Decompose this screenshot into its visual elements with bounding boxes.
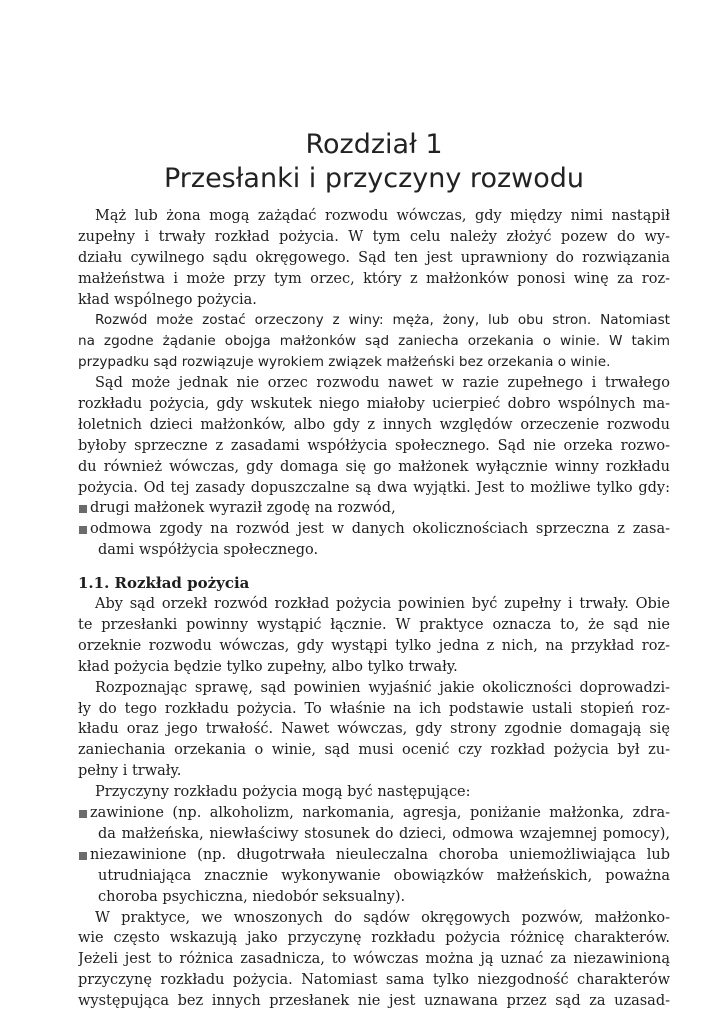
section-paragraph-2 (78, 678, 670, 782)
text-line: Sąd może jednak nie orzec rozwodu nawet w razie zupełnego i trwałego (95, 375, 670, 392)
text-line: łoletnich dzieci małżonków, albo gdy z innych względów orzeczenie rozwodu (78, 416, 670, 433)
text-line: byłoby sprzeczne z zasadami współżycia społecznego. Sąd nie orzeka rozwo- (78, 437, 670, 454)
intro-paragraph (78, 206, 670, 310)
text-line: du również wówczas, gdy domaga się go małżonek wyłącznie winny rozkładu (78, 458, 670, 475)
text-line: występująca bez innych przesłanek nie jest uznawana przez sąd za uzasad- (78, 993, 670, 1010)
text-line: na zgodne żądanie obojga małżonków sąd zaniecha orzekania o winie. W takim (78, 333, 670, 350)
exception-list (78, 498, 670, 561)
text-line: zaniechania orzekania o winie, sąd musi ocenić czy rozkład pożycia był zu- (78, 742, 670, 759)
text-line: kład wspólnego pożycia. (78, 291, 257, 308)
section-title: 1.1. Rozkład pożycia (78, 574, 250, 593)
text-line: Rozpoznając sprawę, sąd powinien wyjaśnić jakie okoliczności doprowadzi- (95, 679, 670, 696)
text-line: kład pożycia będzie tylko zupełny, albo tylko trwały. (78, 658, 458, 675)
list-item: drugi małżonek wyraził zgodę na rozwód, (78, 498, 670, 519)
text-line: wie często wskazują jako przyczynę rozkładu pożycia różnicę charakterów. (78, 930, 670, 947)
text-line: kładu oraz jego trwałość. Nawet wówczas, gdy strony zgodnie domagają się (78, 721, 670, 738)
exception-paragraph (78, 373, 670, 498)
text-line: rozkładu pożycia, gdy wskutek niego miałoby ucierpieć dobro wspólnych ma- (78, 396, 670, 413)
text-line: małżeństwa i może przy tym orzec, który z małżonków ponosi winę za roz- (78, 270, 670, 287)
square-bullet-icon (79, 810, 87, 818)
chapter-number: Rozdział 1 (305, 129, 443, 160)
text-line: Aby sąd orzekł rozwód rozkład pożycia powinien być zupełny i trwały. Obie (95, 596, 670, 613)
causes-intro: Przyczyny rozkładu pożycia mogą być następujące: (95, 784, 471, 801)
text-line: Mąż lub żona mogą zażądać rozwodu wówczas, gdy między nimi nastąpił (95, 208, 670, 224)
text-line: pożycia. Od tej zasady dopuszczalne są dwa wyjątki. Jest to możliwe tylko gdy: (78, 479, 670, 496)
list-item: zawinione (np. alkoholizm, narkomania, agresja, poniżanie małżonka, zdra- (78, 803, 670, 824)
square-bullet-icon (79, 526, 87, 534)
list-item-continuation: choroba psychiczna, niedobór seksualny). (98, 888, 406, 905)
text-line: pełny i trwały. (78, 763, 182, 780)
text-line: W praktyce, we wnoszonych do sądów okręgowych pozwów, małżonko- (95, 909, 670, 926)
text-line: zupełny i trwały rozkład pożycia. W tym celu należy złożyć pozew do wy- (78, 228, 670, 245)
chapter-heading (78, 128, 670, 196)
text-line: przyczynę rozkładu pożycia. Natomiast sama tylko niezgodność charakterów (78, 972, 670, 989)
fault-paragraph (78, 310, 670, 373)
square-bullet-icon (79, 852, 87, 860)
list-item-continuation: dami współżycia społecznego. (98, 542, 319, 559)
list-item: niezawinione (np. długotrwała nieuleczalna choroba uniemożliwiająca lub (78, 845, 670, 866)
text-line: ły do tego rozkładu pożycia. To właśnie na ich podstawie ustali stopień roz- (78, 700, 670, 717)
text-line: działu cywilnego sądu okręgowego. Sąd ten jest uprawniony do rozwiązania (78, 249, 670, 266)
square-bullet-icon (79, 505, 87, 513)
page-content (78, 128, 670, 1012)
section-paragraph-1 (78, 594, 670, 678)
chapter-title: Przesłanki i przyczyny rozwodu (163, 163, 584, 194)
section-paragraph-3 (78, 908, 670, 1012)
text-line: orzeknie rozwodu wówczas, gdy wystąpi tylko jedna z nich, na przykład roz- (78, 637, 670, 654)
text-line: przypadku sąd rozwiązuje wyrokiem związek małżeński bez orzekania o winie. (78, 354, 611, 371)
text-line: te przesłanki powinny wystąpić łącznie. W praktyce oznacza to, że sąd nie (78, 617, 670, 634)
causes-list (78, 803, 670, 907)
list-item-continuation: da małżeńska, niewłaściwy stosunek do dzieci, odmowa wzajemnej pomocy), (98, 825, 670, 842)
text-line: Jeżeli jest to różnica zasadnicza, to wówczas można ją uznać za niezawinioną (78, 951, 670, 968)
list-item: odmowa zgody na rozwód jest w danych okolicznościach sprzeczna z zasa- (78, 519, 670, 540)
list-item-continuation: utrudniająca znacznie wykonywanie obowiązków małżeńskich, poważna (98, 867, 670, 884)
text-line: Rozwód może zostać orzeczony z winy: męża, żony, lub obu stron. Natomiast (95, 312, 670, 329)
